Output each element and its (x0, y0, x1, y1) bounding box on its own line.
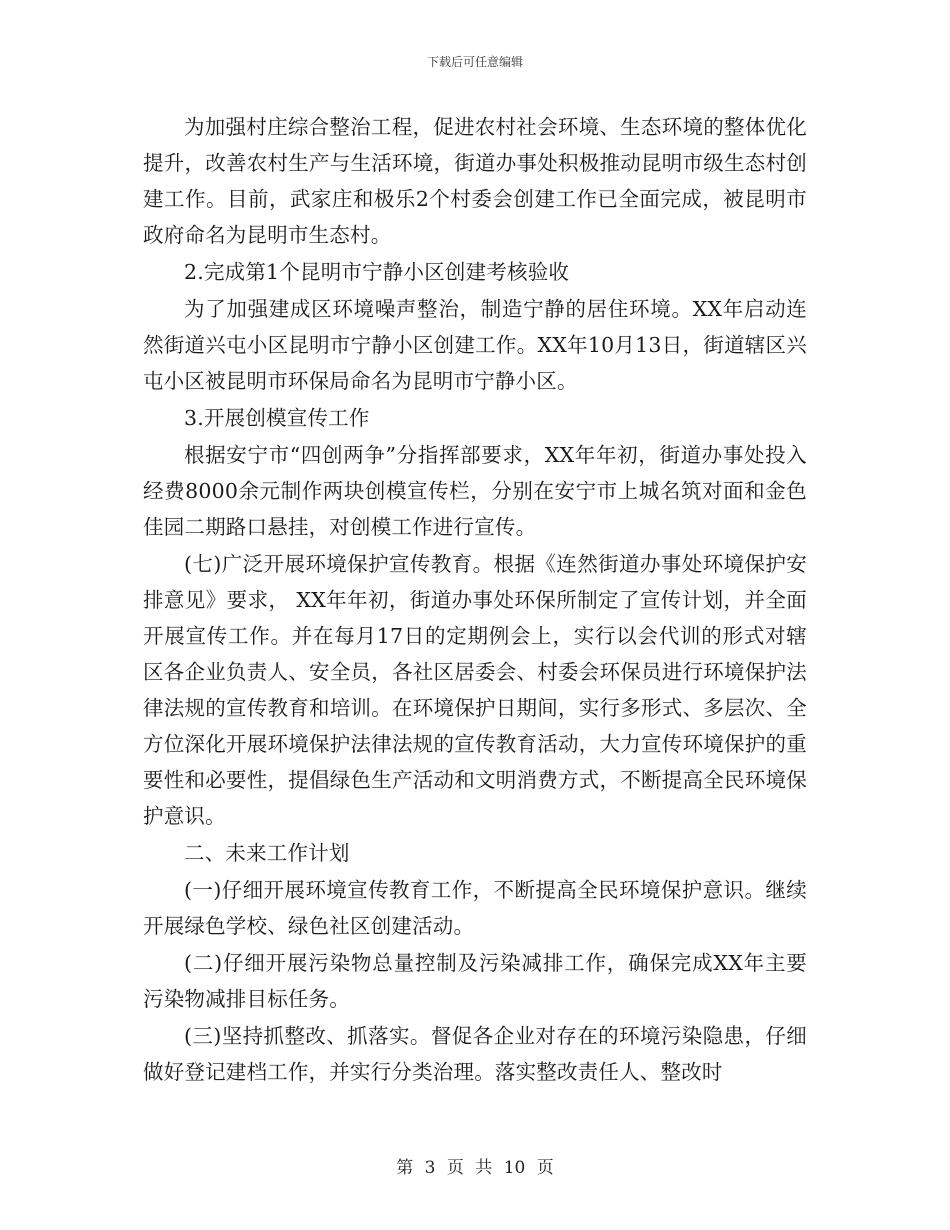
plan-item-2: (二)仔细开展污染物总量控制及污染减排工作，确保完成XX年主要污染物减排目标任务。 (143, 951, 807, 1011)
paragraph-publicity: 根据安宁市“四创两争”分指挥部要求，XX年年初，街道办事处投入经费8000余元制作两块创模宣传栏，分别在安宁市上城名筑对面和金色佳园二期路口悬挂，对创模工作进行宣传。 (143, 443, 807, 539)
heading-future-plan: 二、未来工作计划 (184, 841, 350, 865)
plan-item-3: (三)坚持抓整改、抓落实。督促各企业对存在的环境污染隐患，仔细做好登记建档工作，并实行分类治理。落实整改责任人、整改时 (143, 1024, 807, 1084)
paragraph-quiet-community: 为了加强建成区环境噪声整治，制造宁静的居住环境。XX年启动连然街道兴屯小区昆明市宁静小区创建工作。XX年10月13日，街道辖区兴屯小区被昆明市环保局命名为昆明市宁静小区。 (143, 297, 807, 393)
plan-item-1: (一)仔细开展环境宣传教育工作，不断提高全民环境保护意识。继续开展绿色学校、绿色社区创建活动。 (143, 878, 807, 938)
page-header: 下载后可任意编辑 (426, 55, 523, 69)
paragraph-eco-village: 为加强村庄综合整治工程，促进农村社会环境、生态环境的整体优化提升，改善农村生产与生活环境，街道办事处积极推动昆明市级生态村创建工作。目前，武家庄和极乐2个村委会创建工作已全面完成，被昆明市政府命名为昆明市生态村。 (143, 115, 807, 247)
heading-quiet-community: 2.完成第1个昆明市宁静小区创建考核验收 (184, 260, 570, 284)
heading-publicity: 3.开展创模宣传工作 (184, 406, 370, 430)
page-footer: 第 3 页 共 10 页 (396, 1158, 554, 1178)
paragraph-education: (七)广泛开展环境保护宣传教育。根据《连然街道办事处环境保护安排意见》要求， XX年年初，街道办事处环保所制定了宣传计划，并全面开展宣传工作。并在每月17日的定期例会上，实行以会代训的形式对辖区各企业负责人、安全员，各社区居委会、村委会环保员进行环境保护法律法规的宣传教育和培训。在环境保护日期间，实行多形式、多层次、全方位深化开展环境保护法律法规的宣传教育活动，大力宣传环境保护的重要性和必要性，提倡绿色生产活动和文明消费方式，不断提高全民环境保护意识。 (143, 552, 807, 828)
document-body (143, 109, 807, 1091)
